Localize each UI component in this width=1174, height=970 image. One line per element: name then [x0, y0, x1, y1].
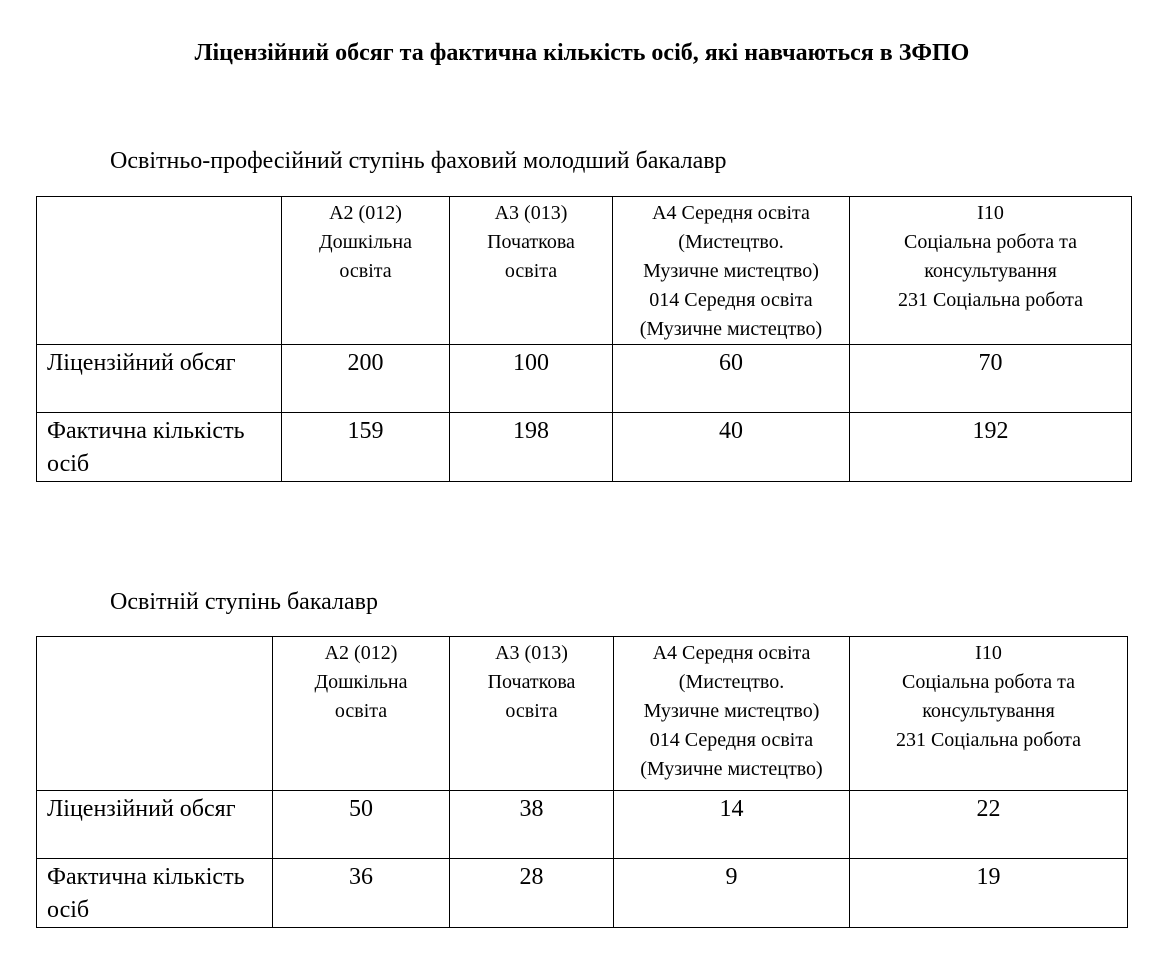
section-heading-junior-bachelor: Освітньо-професійний ступінь фаховий молодший бакалавр [110, 148, 727, 174]
table-header-row [37, 197, 1132, 345]
column-header-a3 [450, 197, 613, 345]
column-header-a2 [273, 637, 450, 791]
table-cell: 198 [450, 413, 613, 482]
header-line: І10 [977, 202, 1004, 224]
header-line: Соціальна робота та [904, 231, 1077, 253]
header-empty-cell [37, 197, 282, 345]
table-cell: 22 [850, 791, 1128, 859]
table-row-licensed-volume [37, 345, 1132, 413]
header-empty-cell [37, 637, 273, 791]
table-cell: 192 [850, 413, 1132, 482]
column-header-a3 [450, 637, 614, 791]
header-line: 014 Середня освіта [649, 729, 814, 751]
header-line: А2 (012) [329, 202, 402, 224]
table-cell: 9 [614, 859, 850, 928]
header-line: консультування [924, 260, 1057, 282]
table-bachelor [36, 636, 1128, 928]
table-cell: 159 [282, 413, 450, 482]
table-cell: 100 [450, 345, 613, 413]
header-line: освіта [505, 700, 558, 722]
header-line: Дошкільна [314, 671, 408, 693]
header-line: освіта [339, 260, 392, 282]
header-line: Дошкільна [319, 231, 412, 253]
table-cell: 200 [282, 345, 450, 413]
column-header-a2 [282, 197, 450, 345]
header-line: (Музичне мистецтво) [640, 758, 823, 780]
table-cell: 28 [450, 859, 614, 928]
header-line: 231 Соціальна робота [897, 289, 1084, 311]
column-header-i10 [850, 637, 1128, 791]
table-cell: 38 [450, 791, 614, 859]
column-header-a4 [613, 197, 850, 345]
row-label: Фактична кількість осіб [37, 859, 273, 928]
header-line: Початкова [487, 671, 576, 693]
header-line: Музичне мистецтво) [643, 700, 820, 722]
table-cell: 60 [613, 345, 850, 413]
column-header-a4 [614, 637, 850, 791]
table-row-actual-count [37, 859, 1128, 928]
header-line: Початкова [487, 231, 575, 253]
table-cell: 50 [273, 791, 450, 859]
table-cell: 36 [273, 859, 450, 928]
header-line: консультування [922, 700, 1055, 722]
table-row-actual-count [37, 413, 1132, 482]
header-line: А4 Середня освіта [652, 202, 810, 224]
row-label: Фактична кількість осіб [37, 413, 282, 482]
header-line: 231 Соціальна робота [895, 729, 1082, 751]
header-line: А3 (013) [494, 202, 568, 224]
table-junior-bachelor [36, 196, 1132, 482]
table-cell: 19 [850, 859, 1128, 928]
header-line: А2 (012) [324, 642, 398, 664]
header-line: І10 [975, 642, 1002, 664]
table-cell: 40 [613, 413, 850, 482]
header-line: освіта [504, 260, 558, 282]
table-cell: 70 [850, 345, 1132, 413]
section-heading-bachelor: Освітній ступінь бакалавр [110, 589, 378, 615]
header-line: (Мистецтво. [678, 231, 784, 253]
row-label: Ліцензійний обсяг [37, 345, 282, 413]
header-line: А4 Середня освіта [652, 642, 811, 664]
row-label: Ліцензійний обсяг [37, 791, 273, 859]
header-line: А3 (013) [495, 642, 568, 664]
header-line: (Мистецтво. [678, 671, 785, 693]
table-row-licensed-volume [37, 791, 1128, 859]
header-line: Музичне мистецтво) [643, 260, 819, 282]
header-line: освіта [334, 700, 388, 722]
column-header-i10 [850, 197, 1132, 345]
document-title: Ліцензійний обсяг та фактична кількість осіб, які навчаються в ЗФПО [194, 40, 970, 66]
table-cell: 14 [614, 791, 850, 859]
header-line: (Музичне мистецтво) [639, 318, 823, 340]
header-line: Соціальна робота та [902, 671, 1075, 693]
header-line: 014 Середня освіта [649, 289, 813, 311]
table-header-row [37, 637, 1128, 791]
